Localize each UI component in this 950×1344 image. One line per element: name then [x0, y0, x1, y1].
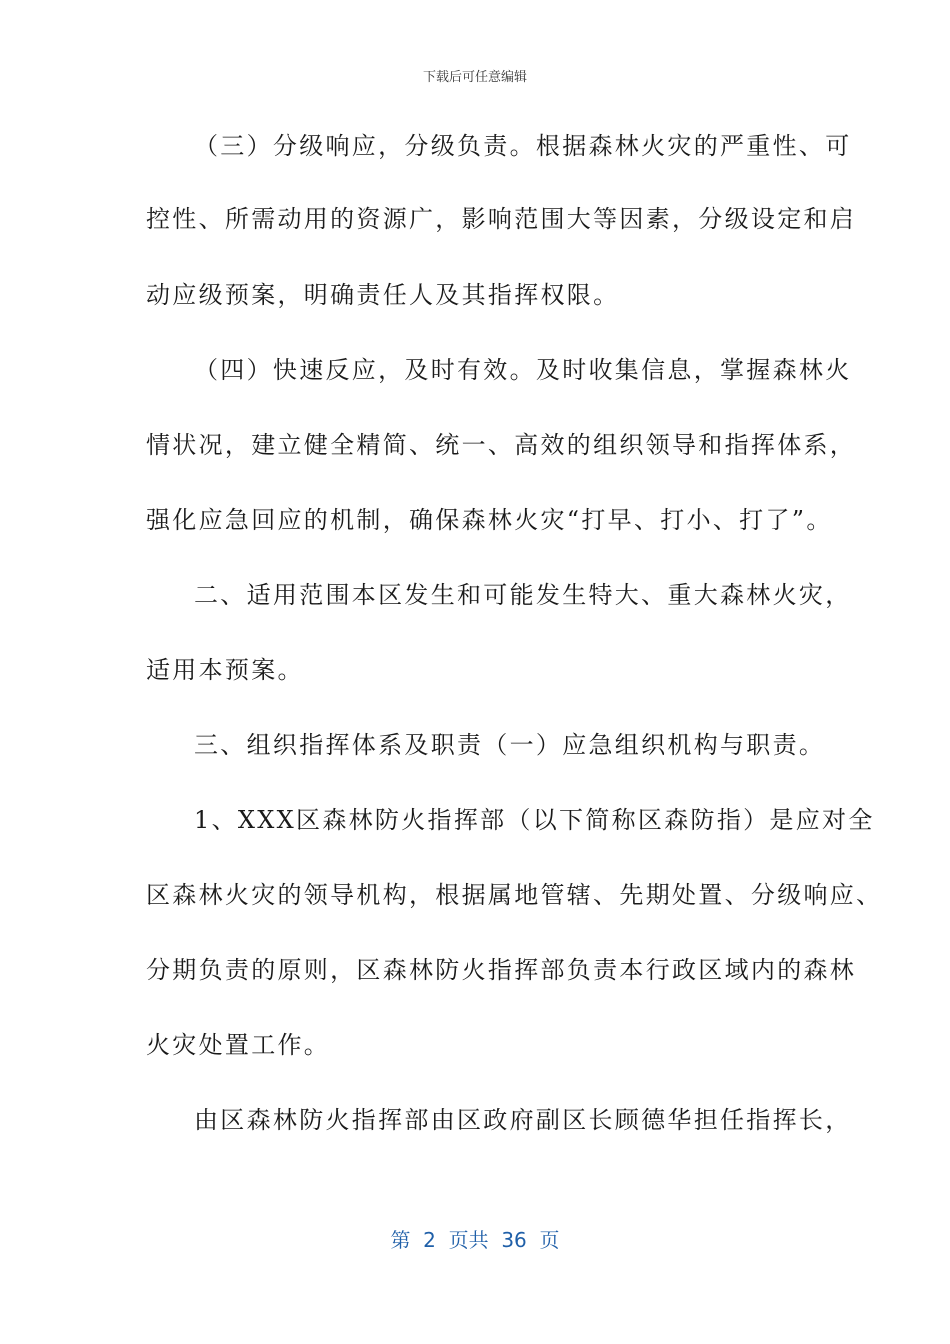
- text-line: （三）分级响应，分级负责。根据森林火灾的严重性、可: [194, 132, 852, 160]
- text-line: 火灾处置工作。: [146, 1031, 331, 1059]
- text-line: 由区森林防火指挥部由区政府副区长顾德华担任指挥长，: [194, 1106, 852, 1134]
- text-line: 区森林火灾的领导机构，根据属地管辖、先期处置、分级响应、: [146, 881, 883, 909]
- text-line: 适用本预案。: [146, 656, 304, 684]
- text-line: 控性、所需动用的资源广，影响范围大等因素，分级设定和启: [146, 205, 857, 233]
- page-number: 第 2 页共 36 页: [390, 1228, 560, 1252]
- text-line: （四）快速反应，及时有效。及时收集信息，掌握森林火: [194, 356, 852, 384]
- text-line: 三、组织指挥体系及职责（一）应急组织机构与职责。: [194, 731, 826, 759]
- header-note: 下载后可任意编辑: [422, 70, 527, 85]
- text-line: 情状况，建立健全精简、统一、高效的组织领导和指挥体系，: [146, 431, 857, 459]
- text-line: 二、适用范围本区发生和可能发生特大、重大森林火灾，: [194, 581, 852, 609]
- text-line: 动应级预案，明确责任人及其指挥权限。: [146, 281, 620, 309]
- text-line: 强化应急回应的机制，确保森林火灾“打早、打小、打了”。: [146, 506, 833, 534]
- text-line: 分期负责的原则，区森林防火指挥部负责本行政区域内的森林: [146, 956, 857, 984]
- text-line: 1、XXX区森林防火指挥部（以下简称区森防指）是应对全: [194, 806, 875, 834]
